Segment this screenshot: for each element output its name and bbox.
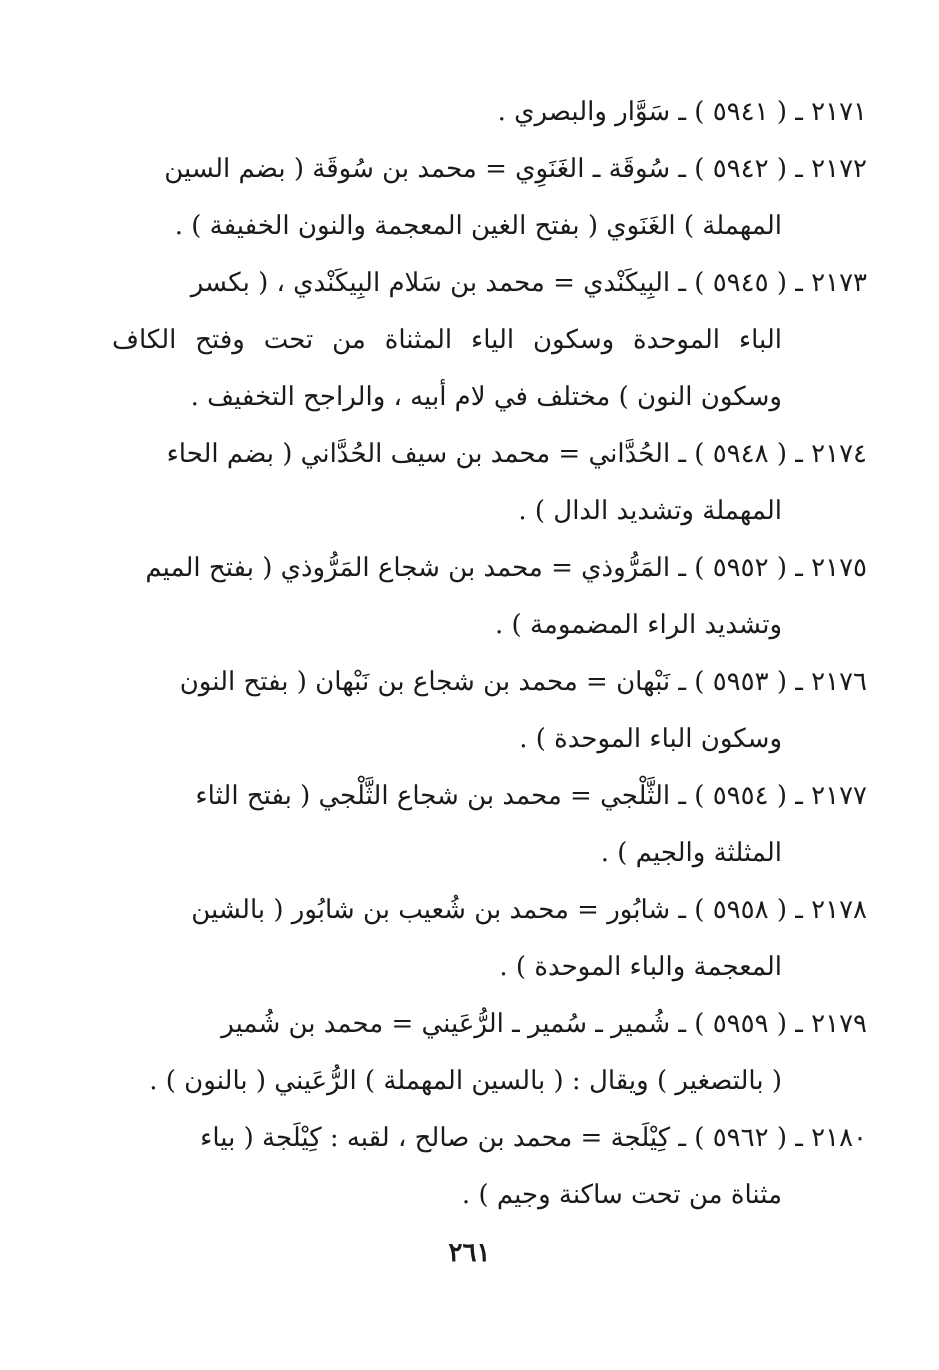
entry-first-line: ٢١٧٣ ـ ( ٥٩٤٥ ) ـ البِيكَنْدي = محمد بن سَلام البِيكَنْدي ، ( بكسر <box>190 268 867 298</box>
entry-2180 <box>112 1110 867 1224</box>
entry-continuation: ( بالتصغير ) ويقال : ( بالسين المهملة ) الرُّعَيني ( بالنون ) . <box>149 1066 782 1096</box>
entry-continuation: الباء الموحدة وسكون الياء المثناة من تحت وفتح الكاف وسكون النون ) مختلف في لام أبيه ، والراجح التخفيف . <box>112 325 782 412</box>
entry-continuation: مثناة من تحت ساكنة وجيم ) . <box>461 1180 782 1210</box>
entry-first-line: ٢١٧٤ ـ ( ٥٩٤٨ ) ـ الحُدَّاني = محمد بن سيف الحُدَّاني ( بضم الحاء <box>166 439 867 469</box>
page-body <box>112 84 867 1224</box>
entry-2178 <box>112 882 867 996</box>
entry-first-line: ٢١٨٠ ـ ( ٥٩٦٢ ) ـ كِيْلَجة = محمد بن صالح ، لقبه : كِيْلَجة ( بياء <box>200 1123 867 1153</box>
entry-continuation: وسكون الباء الموحدة ) . <box>519 724 782 754</box>
entry-first-line: ٢١٧٥ ـ ( ٥٩٥٢ ) ـ المَرُّوذي = محمد بن شجاع المَرُّوذي ( بفتح الميم <box>145 553 867 583</box>
entry-continuation: المهملة ) الغَنَوي ( بفتح الغين المعجمة والنون الخفيفة ) . <box>174 211 782 241</box>
entry-continuation: وتشديد الراء المضمومة ) . <box>495 610 782 640</box>
entry-first-line: ٢١٧٧ ـ ( ٥٩٥٤ ) ـ الثَّلْجي = محمد بن شجاع الثَّلْجي ( بفتح الثاء <box>195 781 867 811</box>
entry-2175 <box>112 540 867 654</box>
entry-2174 <box>112 426 867 540</box>
entry-2171 <box>112 84 867 141</box>
entry-2177 <box>112 768 867 882</box>
entry-continuation: المثلثة والجيم ) . <box>600 838 782 868</box>
entry-2173 <box>112 255 867 426</box>
entry-continuation: المعجمة والباء الموحدة ) . <box>499 952 782 982</box>
page-number: ٢٦١ <box>448 1238 491 1268</box>
entry-first-line: ٢١٧٩ ـ ( ٥٩٥٩ ) ـ شُمير ـ سُمير ـ الرُّعَيني = محمد بن شُمير <box>221 1009 867 1039</box>
entry-2179 <box>112 996 867 1110</box>
entry-first-line: ٢١٧٦ ـ ( ٥٩٥٣ ) ـ نَبْهان = محمد بن شجاع بن نَبْهان ( بفتح النون <box>179 667 867 697</box>
entry-first-line: ٢١٧٢ ـ ( ٥٩٤٢ ) ـ سُوقَة ـ الغَنَوِي = محمد بن سُوقَة ( بضم السين <box>164 154 867 184</box>
entry-first-line: ٢١٧١ ـ ( ٥٩٤١ ) ـ سَوَّار والبصري . <box>497 97 867 127</box>
entry-2176 <box>112 654 867 768</box>
entry-2172 <box>112 141 867 255</box>
entry-first-line: ٢١٧٨ ـ ( ٥٩٥٨ ) ـ شابُور = محمد بن شُعيب بن شابُور ( بالشين <box>191 895 867 925</box>
entry-continuation: المهملة وتشديد الدال ) . <box>518 496 782 526</box>
